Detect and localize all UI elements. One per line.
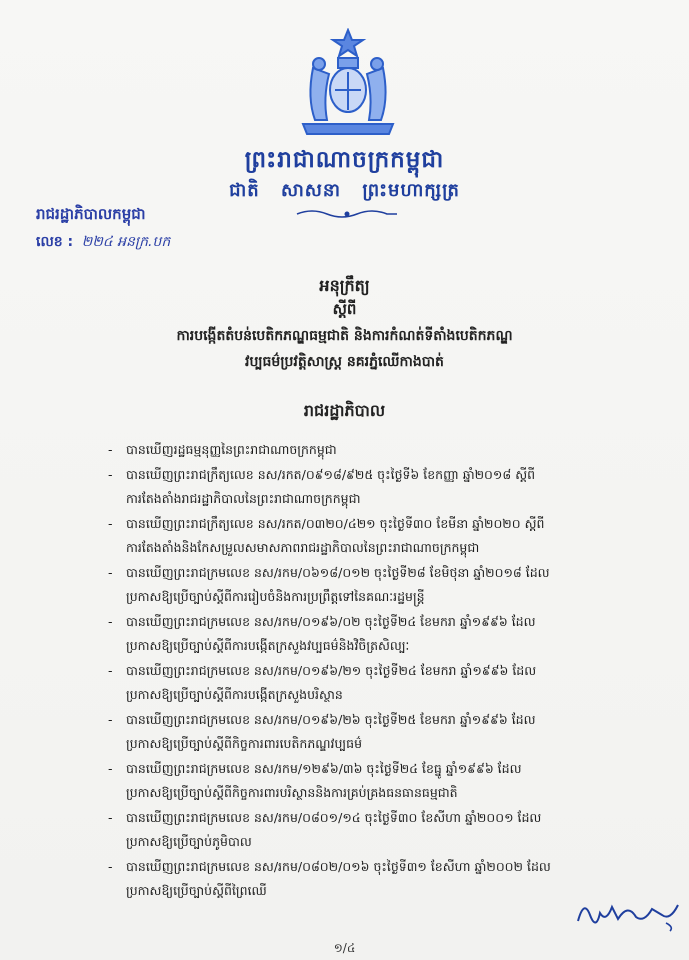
handwritten-signature-icon <box>570 893 682 933</box>
consideration-item: - បានឃើញព្រះរាជក្រមលេខ នស/រកម/១២៩៦/៣៦ ចុះថ្ងៃទី២៤ ខែធ្នូ ឆ្នាំ១៩៩៦ ដែល ប្រកាសឱ្យប្រើច្បាប់ស្តីពីកិច្ចការពារបរិស្ថាននិងការគ្រប់គ្រងធនធានធម្មជាតិ <box>108 757 648 805</box>
document-number <box>36 232 170 253</box>
consideration-item: - បានឃើញរដ្ឋធម្មនុញ្ញនៃព្រះរាជាណាចក្រកម្ពុជា <box>108 438 648 462</box>
document-number-value: ២២៤ អនក្រ.បក <box>81 234 171 250</box>
considerations-list <box>108 438 648 904</box>
issuer-heading: រាជរដ្ឋាភិបាល <box>303 401 386 420</box>
subject-line-2: វប្បធម៌ប្រវត្តិសាស្ត្រ នគរភ្នំឈើកាងបាត់ <box>245 354 444 370</box>
government-name: រាជរដ្ឋាភិបាលកម្ពុជា <box>36 205 146 223</box>
about-label: ស្តីពី <box>332 300 357 318</box>
subject-line-1: ការបង្កើតតំបន់បេតិកភណ្ឌធម្មជាតិ និងការកំណត់ទីតាំងបេតិកភណ្ឌ <box>176 328 513 344</box>
document-number-label: លេខ : <box>36 234 74 250</box>
ornament-divider-icon <box>292 208 402 220</box>
consideration-item: - បានឃើញព្រះរាជក្រឹត្យលេខ នស/រកត/០៣២០/៤២១ ចុះថ្ងៃទី៣០ ខែមីនា ឆ្នាំ២០២០ ស្តីពី ការតែងតាំងនិងកែសម្រួលសមាសភាពរាជរដ្ឋាភិបាលនៃព្រះរាជាណាចក្រកម្ពុជា <box>108 512 648 560</box>
page-number: ១/៤ <box>333 941 356 955</box>
consideration-item: - បានឃើញព្រះរាជក្រមលេខ នស/រកម/០១៩៦/២១ ចុះថ្ងៃទី២៤ ខែមករា ឆ្នាំ១៩៩៦ ដែល ប្រកាសឱ្យប្រើច្បាប់ស្តីពីការបង្កើតក្រសួងបរិស្ថាន <box>108 659 648 707</box>
consideration-item: - បានឃើញព្រះរាជក្រមលេខ នស/រកម/០៦១៨/០១២ ចុះថ្ងៃទី២៨ ខែមិថុនា ឆ្នាំ២០១៨ ដែល ប្រកាសឱ្យប្រើច្បាប់ស្តីពីការរៀបចំនិងការប្រព្រឹត្តទៅនៃគណៈរដ្ឋមន្ត្រី <box>108 561 648 609</box>
national-motto: ជាតិ សាសនា ព្រះមហាក្សត្រ <box>229 180 460 201</box>
consideration-item: - បានឃើញព្រះរាជក្រឹត្យលេខ នស/រកត/០៩១៨/៩២៥ ចុះថ្ងៃទី៦ ខែកញ្ញា ឆ្នាំ២០១៨ ស្តីពី ការតែងតាំងរាជរដ្ឋាភិបាលនៃព្រះរាជាណាចក្រកម្ពុជា <box>108 463 648 511</box>
document-type: អនុក្រឹត្យ <box>319 276 370 295</box>
consideration-item: - បានឃើញព្រះរាជក្រមលេខ នស/រកម/០៨០១/១៤ ចុះថ្ងៃទី៣០ ខែសីហា ឆ្នាំ២០០១ ដែល ប្រកាសឱ្យប្រើច្បាប់ភូមិបាល <box>108 806 648 854</box>
royal-coat-of-arms-icon <box>293 28 403 140</box>
consideration-item: - បានឃើញព្រះរាជក្រមលេខ នស/រកម/០១៩៦/២៦ ចុះថ្ងៃទី២៥ ខែមករា ឆ្នាំ១៩៩៦ ដែល ប្រកាសឱ្យប្រើច្បាប់ស្តីពីកិច្ចការពារបេតិកភណ្ឌវប្បធម៌ <box>108 708 648 756</box>
kingdom-name: ព្រះរាជាណាចក្រកម្ពុជា <box>244 147 445 173</box>
consideration-item: - បានឃើញព្រះរាជក្រមលេខ នស/រកម/០៨០២/០១៦ ចុះថ្ងៃទី៣១ ខែសីហា ឆ្នាំ២០០២ ដែល ប្រកាសឱ្យប្រើច្បាប់ស្តីពីព្រៃឈើ <box>108 855 648 903</box>
consideration-item: - បានឃើញព្រះរាជក្រមលេខ នស/រកម/០១៩៦/០២ ចុះថ្ងៃទី២៤ ខែមករា ឆ្នាំ១៩៩៦ ដែល ប្រកាសឱ្យប្រើច្បាប់ស្តីពីការបង្កើតក្រសួងវប្បធម៌និងវិចិត្រសិល្បៈ <box>108 610 648 658</box>
